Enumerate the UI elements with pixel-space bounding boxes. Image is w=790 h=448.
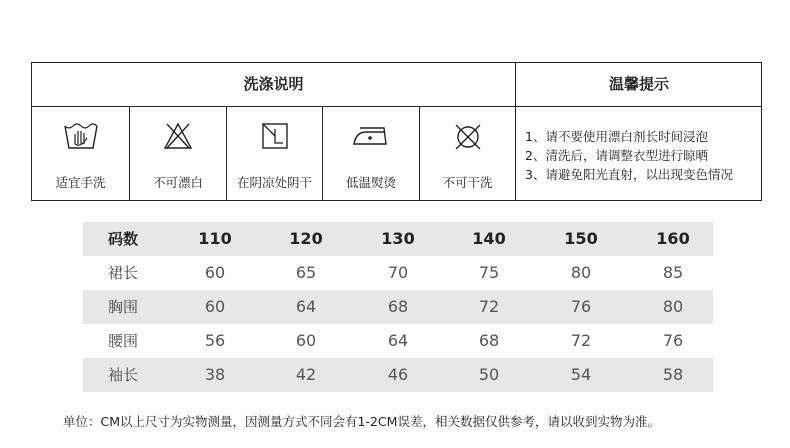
tip-item: 3、请避免阳光直射，以出现变色情况 bbox=[525, 167, 733, 182]
measurement-note: 单位：CM以上尺寸为实物测量，因测量方式不同会有1-2CM误差，相关数据仅供参考，请以收到实物为准。 bbox=[63, 414, 660, 429]
header-cell: 120 bbox=[289, 229, 323, 248]
care-label: 低温熨烫 bbox=[345, 175, 396, 190]
care-label: 不可干洗 bbox=[442, 175, 493, 190]
table-cell: 46 bbox=[387, 365, 409, 384]
table-cell: 54 bbox=[570, 365, 592, 384]
shade-dry-icon bbox=[261, 122, 289, 150]
table-cell: 56 bbox=[204, 331, 226, 350]
care-label: 适宜手洗 bbox=[55, 175, 106, 190]
care-label: 在阴凉处阴干 bbox=[236, 175, 312, 190]
table-cell: 65 bbox=[295, 263, 317, 282]
no-bleach-icon bbox=[163, 122, 193, 150]
care-item-no-bleach bbox=[130, 107, 226, 201]
table-cell: 70 bbox=[387, 263, 409, 282]
table-cell: 68 bbox=[387, 297, 409, 316]
table-cell: 80 bbox=[570, 263, 592, 282]
tips-title: 温馨提示 bbox=[608, 75, 669, 93]
header-cell: 140 bbox=[472, 229, 506, 248]
row-label: 腰围 bbox=[107, 332, 138, 350]
tips-list bbox=[525, 127, 733, 184]
table-header-row bbox=[83, 222, 713, 256]
row-label: 裙长 bbox=[107, 264, 138, 282]
header-cell: 160 bbox=[656, 229, 690, 248]
table-cell: 72 bbox=[570, 331, 592, 350]
table-cell: 76 bbox=[570, 297, 592, 316]
tip-item: 2、清洗后，请调整衣型进行晾晒 bbox=[525, 148, 708, 163]
table-cell: 64 bbox=[295, 297, 317, 316]
care-item-shade-dry bbox=[227, 107, 322, 201]
table-cell: 58 bbox=[662, 365, 684, 384]
table-cell: 50 bbox=[478, 365, 500, 384]
table-row bbox=[83, 256, 713, 290]
table-cell: 60 bbox=[204, 297, 226, 316]
table-cell: 85 bbox=[662, 263, 684, 282]
row-label: 胸围 bbox=[107, 298, 138, 316]
table-cell: 75 bbox=[478, 263, 500, 282]
table-row bbox=[83, 290, 713, 324]
table-row bbox=[83, 324, 713, 358]
header-cell: 码数 bbox=[107, 230, 138, 248]
table-cell: 80 bbox=[662, 297, 684, 316]
table-cell: 64 bbox=[387, 331, 409, 350]
table-cell: 42 bbox=[295, 365, 317, 384]
header-cell: 110 bbox=[198, 229, 232, 248]
row-label: 袖长 bbox=[107, 366, 138, 384]
table-cell: 38 bbox=[204, 365, 226, 384]
table-cell: 68 bbox=[478, 331, 500, 350]
table-cell: 60 bbox=[295, 331, 317, 350]
care-item-low-iron bbox=[323, 107, 419, 201]
care-box bbox=[31, 62, 762, 201]
care-item-no-dry-clean bbox=[420, 107, 515, 201]
header-cell: 130 bbox=[381, 229, 415, 248]
hand-wash-icon bbox=[63, 122, 99, 152]
no-dry-clean-icon bbox=[453, 122, 483, 152]
low-iron-icon bbox=[352, 122, 390, 148]
wash-title: 洗涤说明 bbox=[243, 75, 304, 93]
tip-item: 1、请不要使用漂白剂长时间浸泡 bbox=[525, 129, 708, 144]
size-table bbox=[83, 222, 713, 392]
table-row bbox=[83, 358, 713, 392]
care-label: 不可漂白 bbox=[152, 175, 203, 190]
header-cell: 150 bbox=[564, 229, 598, 248]
table-cell: 76 bbox=[662, 331, 684, 350]
care-item-hand-wash bbox=[32, 107, 129, 201]
table-cell: 72 bbox=[478, 297, 500, 316]
table-cell: 60 bbox=[204, 263, 226, 282]
